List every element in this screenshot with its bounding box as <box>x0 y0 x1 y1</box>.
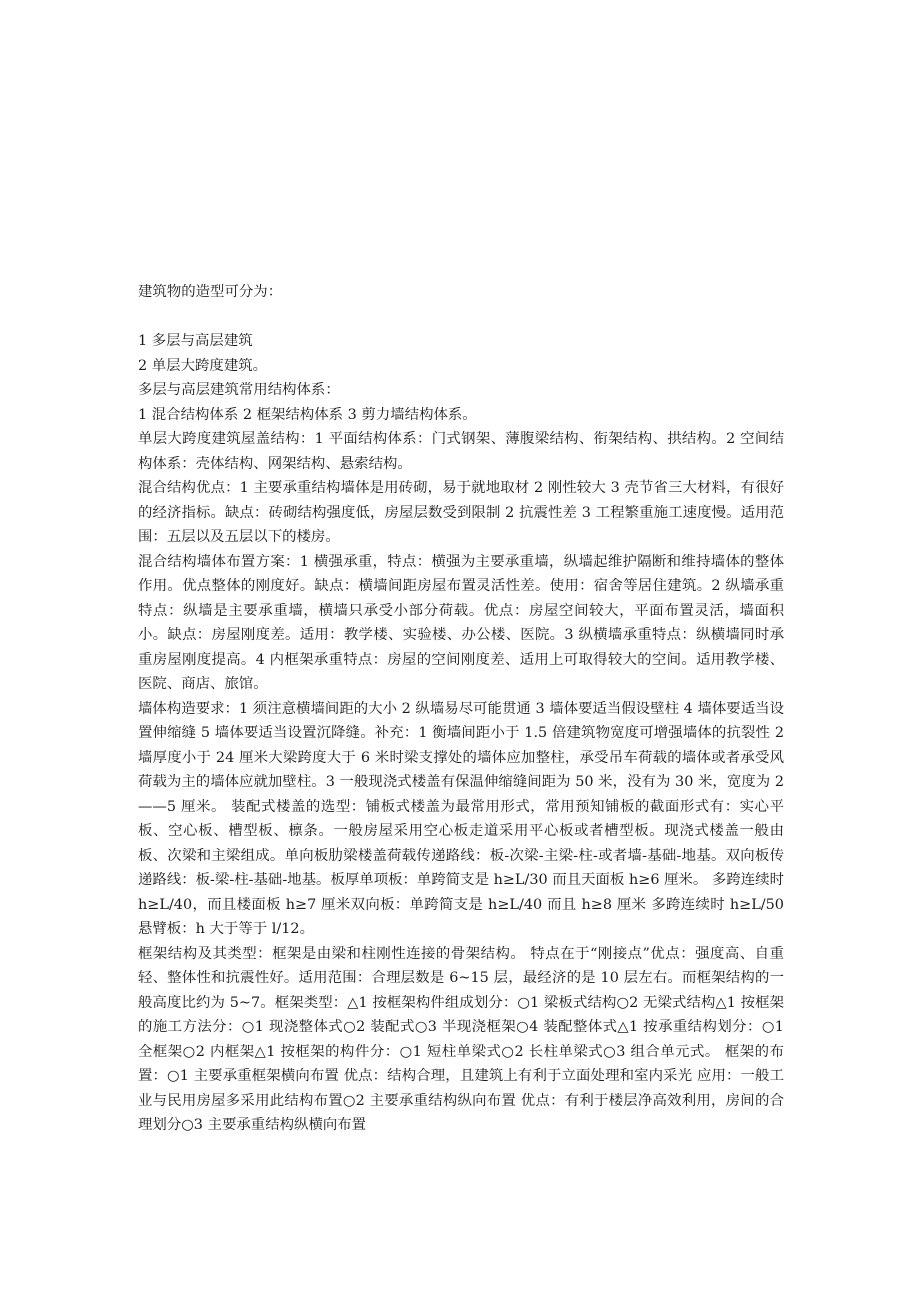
item-multi-storey: 1 多层与高层建筑 <box>138 333 253 349</box>
blank-line <box>138 305 784 330</box>
wall-requirements-paragraph: 墙体构造要求：1 须注意横墙间距的大小 2 纵墙易尽可能贯通 3 墙体要适当假设壁柱 4 墙体要适当设置伸缩缝 5 墙体要适当设置沉降缝。补充：1 衡墙间距小于 1.5 倍建筑物宽度可增强墙体的抗裂性 2 墙厚度小于 24 厘米大梁跨度大于 6 米时梁支撑处的墙体应加整柱，承受吊车荷载的墙体或者承受风荷载为主的墙体应就加壁柱。3 一般现浇式楼盖有保温伸缩缝间距为 50 米，没有为 30 米，宽度为 2——5 厘米。 装配式楼盖的选型：铺板式楼盖为最常用形式，常用预知铺板的截面形式有：实心平板、空心板、槽型板、檩条。一般房屋采用空心板走道采用平心板或者槽型板。现浇式楼盖一般由板、次梁和主梁组成。单向板肋梁楼盖荷载传递路线：板-次梁-主梁-柱-或者墙-基础-地基。双向板传递路线：板-梁-柱-基础-地基。板厚单项板：单跨简支是 h≥L/30 而且天面板 h≥6 厘米。 多跨连续时 h≥L/40，而且楼面板 h≥7 厘米双向板：单跨简支是 h≥L/40 而且 h≥8 厘米 多跨连续时 h≥L/50 悬臂板：h 大于等于 l/12。 <box>138 700 784 937</box>
wall-layout-paragraph: 混合结构墙体布置方案：1 横强承重，特点：横强为主要承重墙，纵墙起维护隔断和维持墙体的整体作用。优点整体的刚度好。缺点：横墙间距房屋布置灵活性差。使用：宿舍等居住建筑。2 纵墙承重特点：纵墙是主要承重墙，横墙只承受小部分荷载。优点：房屋空间较大，平面布置灵活，墙面积小。缺点：房屋刚度差。适用：教学楼、实验楼、办公楼、医院。3 纵横墙承重特点：纵横墙同时承重房屋刚度提高。4 内框架承重特点：房屋的空间刚度差、适用上可取得较大的空间。适用教学楼、医院、商店、旅馆。 <box>138 553 784 692</box>
intro-heading: 建筑物的造型可分为： <box>138 284 283 300</box>
item-single-storey: 2 单层大跨度建筑。 <box>138 357 268 374</box>
roof-structure-paragraph: 单层大跨度建筑屋盖结构：1 平面结构体系：门式钢架、薄腹梁结构、衔架结构、拱结构。2 空间结构体系：壳体结构、网架结构、悬索结构。 <box>138 431 784 472</box>
document-body <box>138 280 784 1138</box>
structure-systems-heading: 多层与高层建筑常用结构体系： <box>138 382 340 398</box>
frame-structure-paragraph: 框架结构及其类型：框架是由梁和柱刚性连接的骨架结构。 特点在于“刚接点”优点：强度高、自重轻、整体性和抗震性好。适用范围：合理层数是 6~15 层，最经济的是 10 层左右。而框架结构的一般高度比约为 5~7。框架类型：△1 按框架构件组成划分：○1 梁板式结构○2 无梁式结构△1 按框架的施工方法分：○1 现浇整体式○2 装配式○3 半现浇框架○4 装配整体式△1 按承重结构划分：○1 全框架○2 内框架△1 按框架的构件分：○1 短柱单梁式○2 长柱单梁式○3 组合单元式。 框架的布置：○1 主要承重框架横向布置 优点：结构合理，且建筑上有利于立面处理和室内采光 应用：一般工业与民用房屋多采用此结构布置○2 主要承重结构纵向布置 优点：有利于楼层净高效利用，房间的合理划分○3 主要承重结构纵横向布置 <box>138 945 784 1133</box>
mixed-structure-paragraph: 混合结构优点：1 主要承重结构墙体是用砖砌，易于就地取材 2 刚性较大 3 壳节省三大材料，有很好的经济指标。缺点：砖砌结构强度低，房屋层数受到限制 2 抗震性差 3 工程繁重施工速度慢。适用范围：五层以及五层以下的楼房。 <box>138 480 784 545</box>
structure-systems-list: 1 混合结构体系 2 框架结构体系 3 剪力墙结构体系。 <box>138 406 477 423</box>
